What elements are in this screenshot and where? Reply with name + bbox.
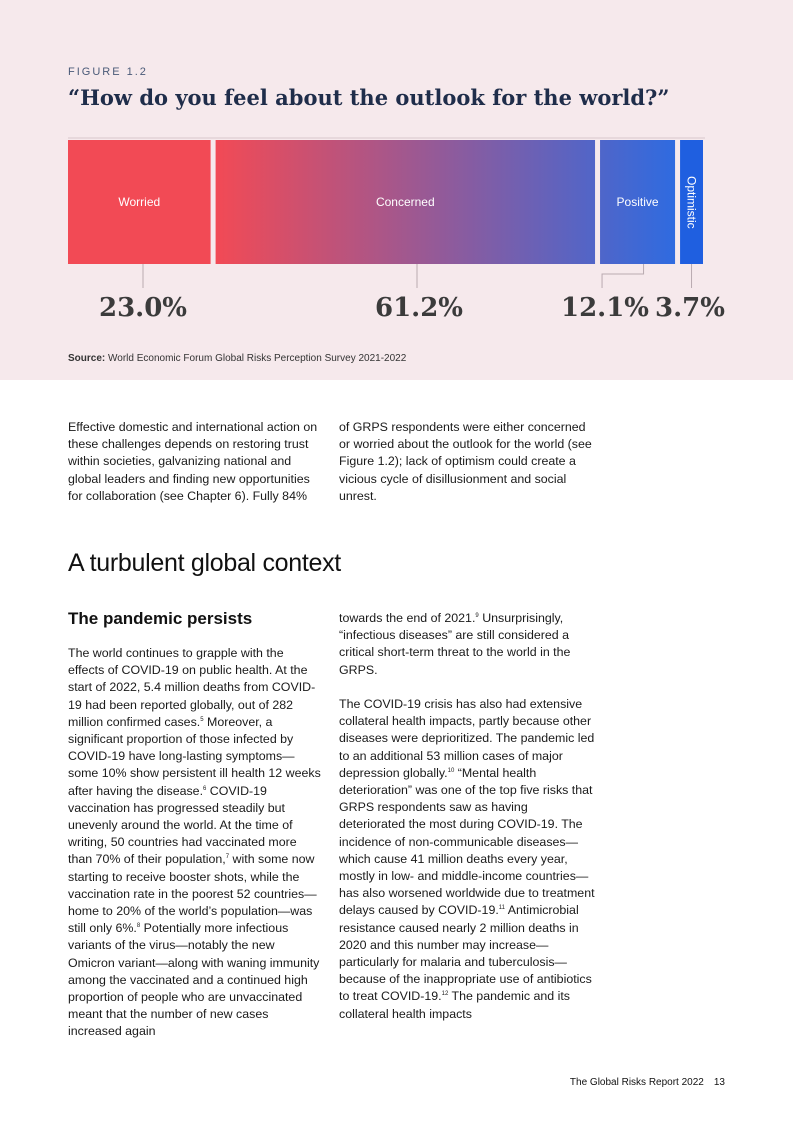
value-label-optimistic: 3.7% bbox=[655, 293, 725, 323]
source-text: World Economic Forum Global Risks Perception Survey 2021-2022 bbox=[108, 353, 407, 364]
figure-label: FIGURE 1.2 bbox=[68, 66, 148, 78]
footnote-ref: 7 bbox=[225, 854, 230, 861]
body-paragraph: The world continues to grapple with the effects of COVID-19 on public health. At the start of 2022, 5.4 million deaths from COVID-19 had been reported globally, out of 282 million confirmed cases.$^5$ Moreover, a significant proportion of those infected by COVID-19 have long-lasting symptoms—some 10% show persistent ill health 12 weeks after having the disease.$^6$ COVID-19 vaccination has progressed steadily but unevenly around the world. At the time of writing, 50 countries had vaccinated more than 70% of their population,$^7$ with some now starting to receive booster shots, while the vaccination rate in the poorest 52 countries—home to 20% of the world’s population—was still only 6%.$^8$ Potentially more infectious variants of the virus—notably the new Omicron variant—along with waning immunity among the vaccinated and a continued high proportion of people who are unvaccinated meant that the number of new cases increased again bbox=[68, 646, 321, 1039]
bar-label-positive: Positive bbox=[616, 195, 659, 209]
figure-panel bbox=[0, 0, 793, 380]
footnote-ref: 8 bbox=[136, 923, 141, 930]
section-heading: A turbulent global context bbox=[68, 549, 341, 577]
footnote-ref: 11 bbox=[498, 905, 506, 912]
value-label-concerned: 61.2% bbox=[374, 293, 464, 323]
value-label-positive: 12.1% bbox=[560, 293, 650, 323]
intro-column-1 bbox=[68, 419, 322, 505]
body-paragraph: towards the end of 2021.$^9$ Unsurprisingly, “infectious diseases” are still considered a critical short-term threat to the world in the GRPS. bbox=[339, 611, 571, 677]
subsection-heading: The pandemic persists bbox=[68, 609, 253, 628]
footnote-ref: 12 bbox=[441, 991, 449, 998]
body-column-2 bbox=[339, 610, 595, 1040]
body-column-1 bbox=[68, 645, 322, 1058]
footnote-ref: 5 bbox=[200, 716, 204, 723]
stacked-bar-chart bbox=[0, 130, 793, 330]
footnote-ref: 9 bbox=[475, 612, 479, 619]
leader-line bbox=[602, 264, 644, 288]
page-footer bbox=[570, 1077, 725, 1088]
bar-label-concerned: Concerned bbox=[375, 195, 435, 209]
value-label-worried: 23.0% bbox=[98, 293, 188, 323]
figure-title: “How do you feel about the outlook for the world?” bbox=[68, 85, 670, 110]
bar-label-worried: Worried bbox=[118, 195, 161, 209]
report-name: The Global Risks Report 2022 bbox=[569, 1077, 704, 1088]
body-paragraph: The COVID-19 crisis has also had extensive collateral health impacts, partly because other diseases were deprioritized. The pandemic led to an additional 53 million cases of major depression globally.$^{10}$ “Mental health deterioration” was one of the top five risks that GRPS respondents saw as having deteriorated the most during COVID-19. The incidence of non-communicable diseases—which cause 41 million deaths every year, mostly in low- and middle-income countries—has also worsened worldwide due to treatment delays caused by COVID-19.11 Antimicrobial resistance caused nearly 2 million deaths in 2020 and this number may increase—particularly for malaria and tuberculosis—because of the inappropriate use of antibiotics to treat COVID-19.12 The pandemic and its collateral health impacts bbox=[339, 697, 595, 1021]
figure-source bbox=[68, 353, 406, 364]
footnote-ref: 6 bbox=[203, 785, 207, 792]
intro-text-1: Effective domestic and international action on these challenges depends on restoring trust within societies, galvanizing national and global leaders and finding new opportunities for collaboration (see Chapter 6). Fully 84% bbox=[68, 420, 318, 503]
bar-label-optimistic: Optimistic bbox=[684, 176, 699, 229]
intro-column-2 bbox=[339, 419, 595, 505]
source-label: Source: bbox=[68, 353, 106, 364]
footnote-ref: 10 bbox=[447, 767, 455, 774]
page-number: 13 bbox=[713, 1077, 725, 1088]
intro-text-2: of GRPS respondents were either concerned or worried about the outlook for the world (see Figure 1.2); lack of optimism could create a vicious cycle of disillusionment and social unrest. bbox=[339, 420, 592, 503]
